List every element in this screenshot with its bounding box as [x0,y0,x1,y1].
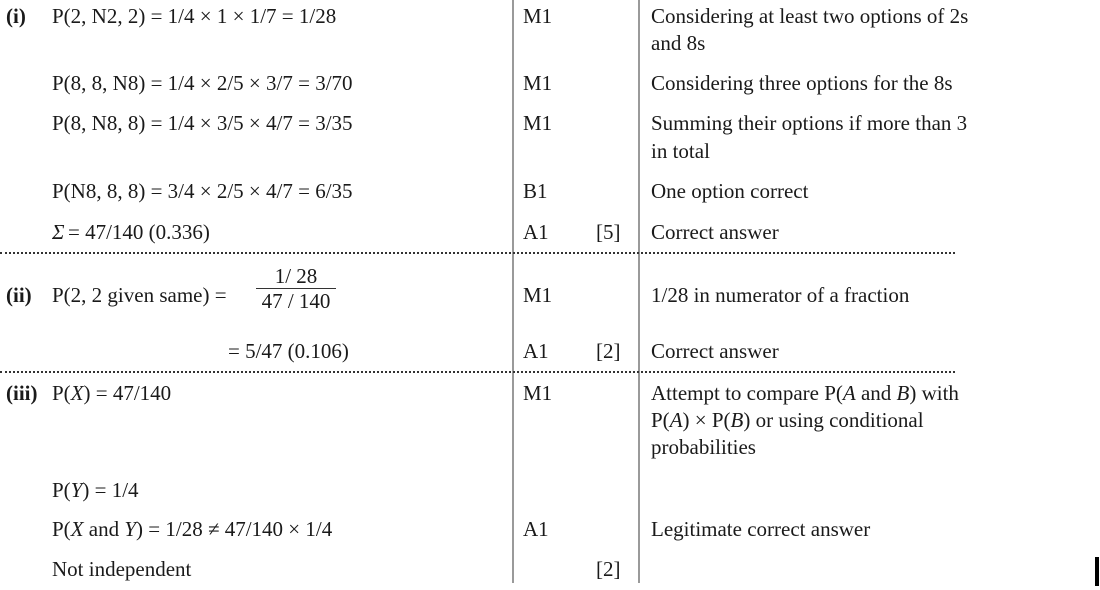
guidance-text: P(A) × P(B) or using conditional [651,408,924,432]
text-cursor-icon [1095,557,1099,586]
mark-code: A1 [523,339,549,363]
mark-total: [2] [596,339,621,363]
mark-total: [5] [596,220,621,244]
column-divider-guidance [638,0,640,583]
guidance-text: probabilities [651,435,756,459]
answer-line: P(X and Y) = 1/28 ≠ 47/140 × 1/4 [52,517,333,541]
mark-code: M1 [523,4,553,28]
guidance-text: 1/28 in numerator of a fraction [651,283,910,307]
mark-code: M1 [523,283,553,307]
column-divider-marks [512,0,514,583]
guidance-text: Considering at least two options of 2s [651,4,969,28]
guidance-text: Considering three options for the 8s [651,71,953,95]
conditional-probability-lhs: P(2, 2 given same) = [52,283,227,307]
mark-code: A1 [523,220,549,244]
answer-line: P(8, N8, 8) = 1/4 × 3/5 × 4/7 = 3/35 [52,111,353,135]
answer-line: P(X) = 47/140 [52,381,172,405]
fraction [256,264,336,313]
mark-total: [2] [596,557,621,581]
part-i-label: (i) [6,4,26,28]
answer-line: P(2, N2, 2) = 1/4 × 1 × 1/7 = 1/28 [52,4,337,28]
answer-line: Not independent [52,557,192,581]
mark-code: M1 [523,71,553,95]
mark-code: A1 [523,517,549,541]
answer-line: = 5/47 (0.106) [228,339,349,363]
guidance-text: Correct answer [651,339,779,363]
row-separator-i-ii [0,252,955,254]
answer-line: P(8, 8, N8) = 1/4 × 2/5 × 3/7 = 3/70 [52,71,353,95]
row-separator-ii-iii [0,371,955,373]
guidance-text: and 8s [651,31,706,55]
guidance-text: Correct answer [651,220,779,244]
mark-code: M1 [523,111,553,135]
guidance-text: Attempt to compare P(A and B) with [651,381,959,405]
answer-line: P(Y) = 1/4 [52,478,139,502]
guidance-text: One option correct [651,179,809,203]
fraction-denominator: 47 / 140 [261,289,331,313]
sigma-icon: Σ [52,220,65,244]
guidance-text: Legitimate correct answer [651,517,871,541]
guidance-text: in total [651,139,710,163]
part-iii-label: (iii) [6,381,38,405]
fraction-numerator: 1/ 28 [256,264,336,289]
guidance-text: Summing their options if more than 3 [651,111,968,135]
mark-code: B1 [523,179,548,203]
part-ii-label: (ii) [6,283,32,307]
answer-line: P(N8, 8, 8) = 3/4 × 2/5 × 4/7 = 6/35 [52,179,353,203]
answer-line: = 47/140 (0.336) [68,220,210,244]
mark-code: M1 [523,381,553,405]
